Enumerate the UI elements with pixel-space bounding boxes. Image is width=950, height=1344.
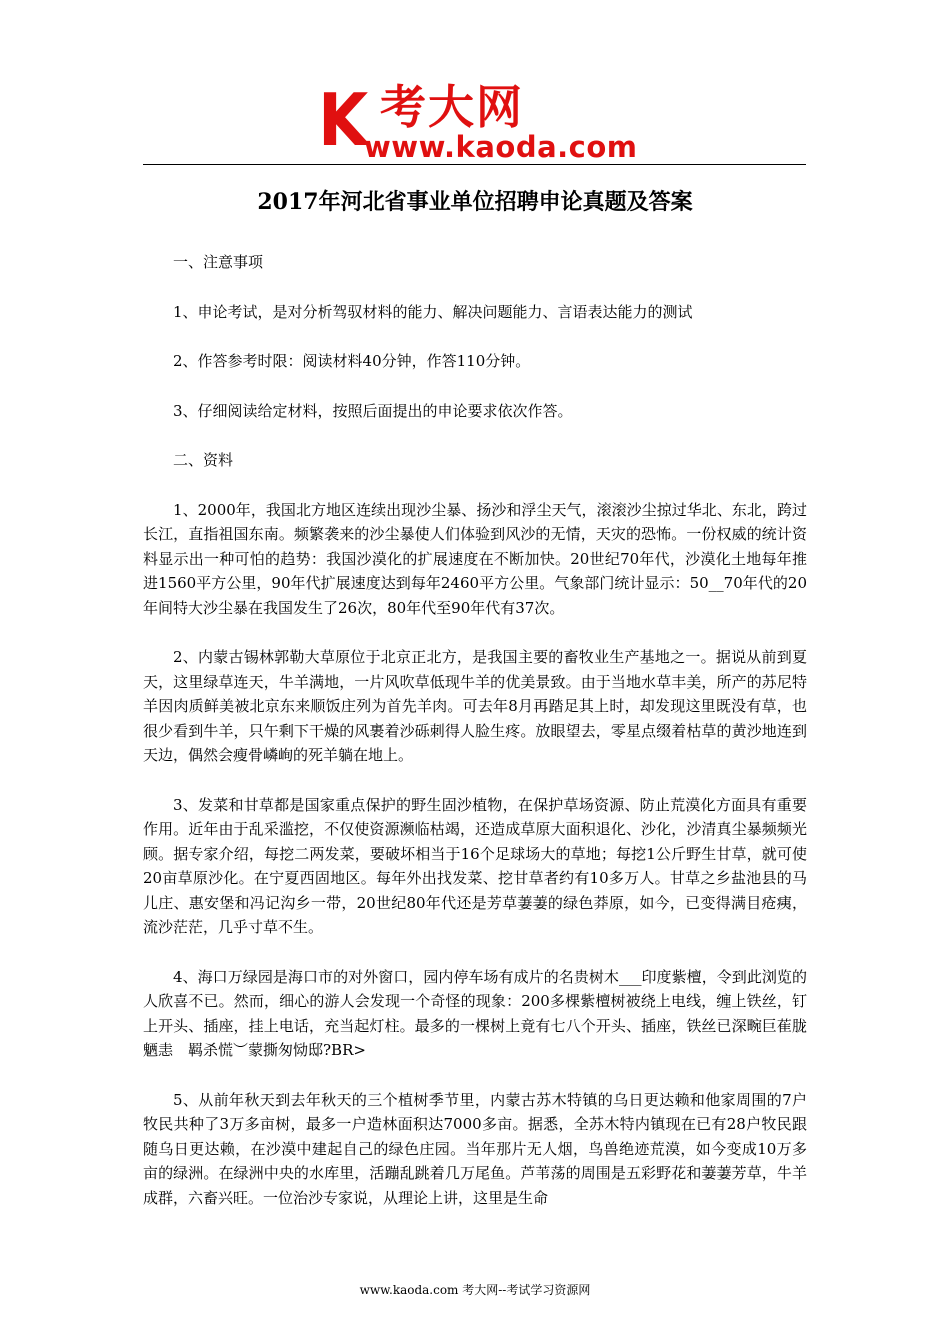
note-item-3: 3、仔细阅读给定材料，按照后面提出的申论要求依次作答。 [173,401,573,420]
kaoda-logo [318,78,648,164]
material-paragraph-1: 1、2000年，我国北方地区连续出现沙尘暴、扬沙和浮尘天气，滚滚沙尘掠过华北、东北，跨过长江，直指祖国东南。频繁袭来的沙尘暴使人们体验到风沙的无情，天灾的恐怖。一份权威的统计资料显示出一种可怕的趋势：我国沙漠化的扩展速度在不断加快。20世纪70年代，沙漠化土地每年推进1560平方公里，90年代扩展速度达到每年2460平方公里。气象部门统计显示：50__70年代的20年间特大沙尘暴在我国发生了26次，80年代至90年代有37次。 [143,500,807,617]
logo-url: www.kaoda.com [364,130,638,164]
section-heading-notes: 一、注意事项 [173,253,264,271]
material-paragraph-2: 2、内蒙古锡林郭勒大草原位于北京正北方，是我国主要的畜牧业生产基地之一。据说从前到夏天，这里绿草连天，牛羊满地，一片风吹草低现牛羊的优美景致。由于当地水草丰美，所产的苏尼特羊因肉质鲜美被北京东来顺饭庄列为首先羊肉。可去年8月再踏足其上时，却发现这里既没有草，也很少看到牛羊，只午剩下干燥的风裹着沙砾刺得人脸生疼。放眼望去，零星点缀着枯草的黄沙地连到天边，偶然会瘦骨嶙峋的死羊躺在地上。 [143,648,807,764]
document-body [143,250,807,1235]
note-item-2: 2、作答参考时限：阅读材料40分钟，作答110分钟。 [173,352,531,370]
material-paragraph-3: 3、发菜和甘草都是国家重点保护的野生固沙植物，在保护草场资源、防止荒漠化方面具有重要作用。近年由于乱采滥挖，不仅使资源濒临枯竭，还造成草原大面积退化、沙化，沙清真尘暴频频光顾。据专家介绍，每挖二两发菜，要破坏相当于16个足球场大的草地；每挖1公斤野生甘草，就可使20亩草原沙化。在宁夏西固地区。每年外出找发菜、挖甘草者约有10多万人。甘草之乡盐池县的马儿庄、惠安堡和冯记沟乡一带，20世纪80年代还是芳草萋萋的绿色莽原，如今，已变得满目疮痍，流沙茫茫，几乎寸草不生。 [143,795,807,936]
document-title: 2017年河北省事业单位招聘申论真题及答案 [257,189,693,215]
material-paragraph-4: 4、海口万绿园是海口市的对外窗口，园内停车场有成片的名贵树木___印度紫檀，令到此浏览的人欣喜不已。然而，细心的游人会发现一个奇怪的现象：200多棵紫檀树被绕上电线，缠上铁丝，钉上开头、插座，挂上电话，充当起灯柱。最多的一棵树上竟有七八个开头、插座，铁丝已深畹巨萑胧魉恚 羁杀慌︶蒙撕匆恸邸?BR> [143,967,807,1059]
material-paragraph-5: 5、从前年秋天到去年秋天的三个植树季节里，内蒙古苏木特镇的乌日更达赖和他家周围的7户牧民共种了3万多亩树，最多一户造林面积达7000多亩。据悉，全苏木特内镇现在已有28户牧民跟随乌日更达赖，在沙漠中建起自己的绿色庄园。当年那片无人烟，鸟兽绝迹荒漠，如今变成10万多亩的绿洲。在绿洲中央的水库里，活蹦乱跳着几万尾鱼。芦苇荡的周围是五彩野花和萋萋芳草，牛羊成群，六畜兴旺。一位治沙专家说，从理论上讲，这里是生命 [143,1090,807,1207]
section-heading-materials: 二、资料 [173,451,234,469]
logo-name: 考大网 [380,80,524,134]
page-footer: www.kaoda.com 考大网--考试学习资源网 [359,1283,591,1297]
header-divider [143,164,806,165]
logo-k-mark: K [318,78,369,162]
note-item-1: 1、申论考试，是对分析驾驭材料的能力、解决问题能力、言语表达能力的测试 [173,302,693,321]
